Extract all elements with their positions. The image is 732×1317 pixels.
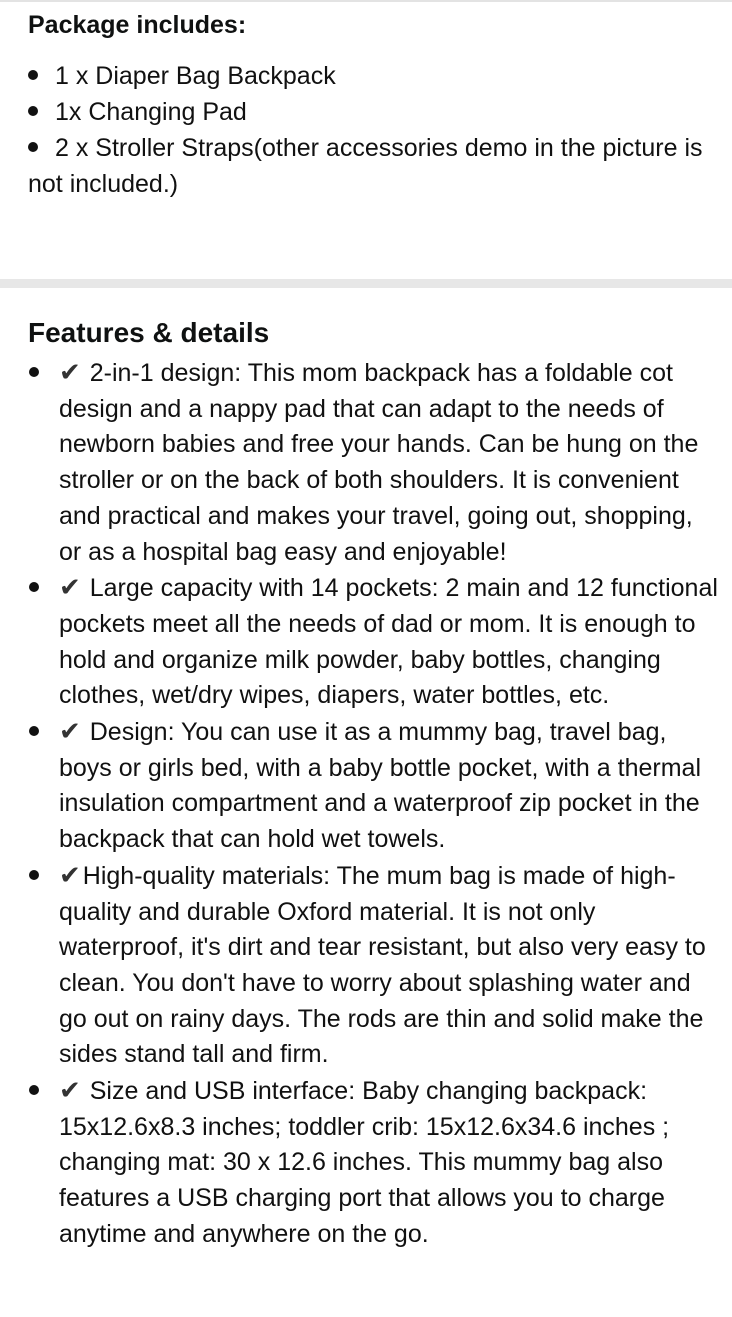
bullet-dot-icon <box>28 106 38 116</box>
feature-item <box>28 570 718 714</box>
package-items-list <box>28 58 718 202</box>
feature-item-text: Large capacity with 14 pockets: 2 main and 12 functional pockets meet all the needs of dad or mom. It is enough to hold and organize milk powder, baby bottles, changing clothes, wet/dry wipes, diapers, water bottles, etc. <box>59 574 718 710</box>
package-includes-title: Package includes: <box>28 11 247 39</box>
checkmark-icon: ✔ <box>59 716 81 747</box>
checkmark-icon: ✔ <box>59 1075 81 1106</box>
package-includes-section <box>28 8 718 202</box>
feature-item-text: High-quality materials: The mum bag is made of high-quality and durable Oxford material. It is not only waterproof, it's dirt and tear resistant, but also very easy to clean. You don't have to worry about splashing water and go out on rainy days. The rods are thin and solid make the sides stand tall and firm. <box>59 861 706 1069</box>
section-divider <box>0 279 732 288</box>
bullet-dot-icon <box>28 142 38 152</box>
checkmark-icon: ✔ <box>59 357 81 387</box>
package-item-text: 1 x Diaper Bag Backpack <box>55 62 336 90</box>
feature-item <box>28 714 718 858</box>
bullet-dot-icon <box>29 367 39 377</box>
top-edge-shadow <box>0 0 732 2</box>
feature-item-text: 2-in-1 design: This mom backpack has a foldable cot design and a nappy pad that can adapt to the needs of newborn babies and free your hands. Can be hung on the stroller or on the back of both shoulders. It is convenient and practical and makes your travel, going out, shopping, or as a hospital bag easy and enjoyable! <box>59 359 699 566</box>
features-details-section <box>28 315 718 1253</box>
package-item <box>28 130 718 202</box>
feature-item-text: Size and USB interface: Baby changing backpack: 15x12.6x8.3 inches; toddler crib: 15x12.6x34.6 inches ; changing mat: 30 x 12.6 inches. This mummy bag also features a USB charging port that allows you to charge anytime and anywhere on the go. <box>59 1077 670 1248</box>
package-item-text: 1x Changing Pad <box>55 98 247 126</box>
feature-item <box>28 1073 718 1253</box>
feature-item <box>28 355 718 570</box>
bullet-dot-icon <box>29 870 39 880</box>
bullet-dot-icon <box>29 726 39 736</box>
checkmark-icon: ✔ <box>59 859 81 890</box>
feature-item-text: Design: You can use it as a mummy bag, travel bag, boys or girls bed, with a baby bottle pocket, with a thermal insulation compartment and a waterproof zip pocket in the backpack that can hold wet towels. <box>59 718 701 854</box>
bullet-dot-icon <box>29 1085 39 1095</box>
bullet-dot-icon <box>28 70 38 80</box>
checkmark-icon: ✔ <box>59 572 81 603</box>
feature-item <box>28 858 718 1073</box>
package-item <box>28 58 718 94</box>
features-list <box>28 355 718 1253</box>
package-item-text: 2 x Stroller Straps(other accessories demo in the picture is not included.) <box>28 134 703 198</box>
features-details-title: Features & details <box>28 317 270 348</box>
bullet-dot-icon <box>29 582 39 592</box>
package-item <box>28 94 718 130</box>
